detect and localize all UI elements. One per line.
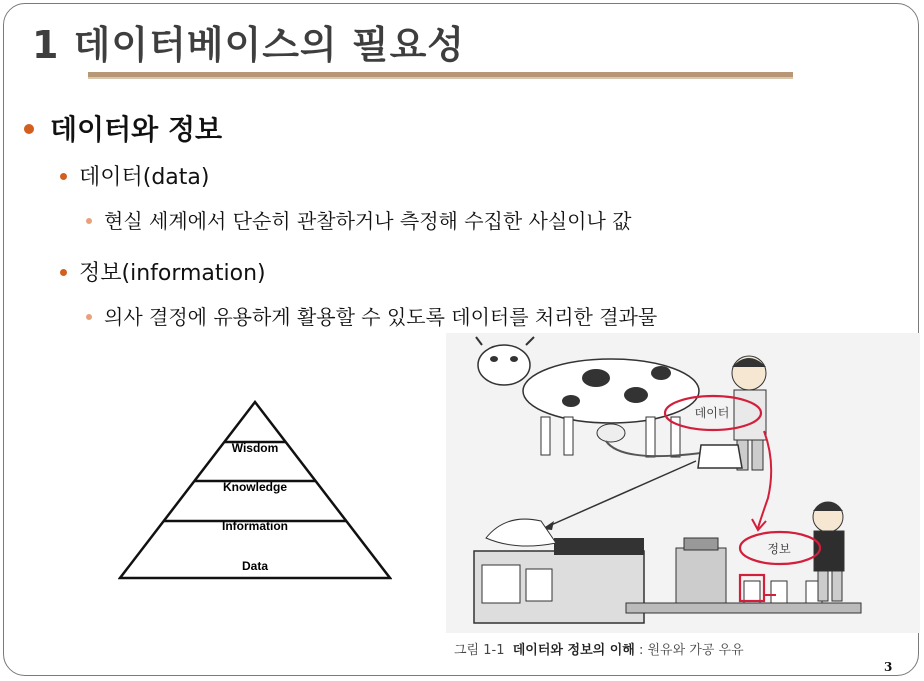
pyramid-level-wisdom: Wisdom — [231, 441, 279, 455]
info-definition-text: 의사 결정에 유용하게 활용할 수 있도록 데이터를 처리한 결과물 — [104, 305, 658, 329]
pyramid-level-data: Data — [241, 559, 269, 573]
bullet-level1-text: 데이터와 정보 — [50, 113, 223, 146]
milk-jug-image — [698, 445, 742, 468]
slide-title: 1 데이터베이스의 필요성 — [32, 23, 465, 67]
dikw-pyramid — [118, 400, 392, 582]
child-image — [813, 502, 844, 601]
bullet-info-heading — [60, 256, 266, 287]
bullet-dot-icon — [86, 218, 92, 224]
bullet-level1 — [24, 108, 222, 148]
data-definition-text: 현실 세계에서 단순히 관찰하거나 측정해 수집한 사실이나 값 — [104, 209, 632, 233]
bullet-data-heading — [60, 160, 209, 191]
pyramid-level-knowledge: Knowledge — [222, 480, 288, 494]
data-heading-text: 데이터(data) — [79, 165, 210, 190]
info-heading-text: 정보(information) — [79, 261, 266, 286]
bullet-dot-icon — [60, 173, 67, 180]
data-annotation-label: 데이터 — [694, 406, 730, 420]
info-annotation-label: 정보 — [767, 542, 791, 556]
title-underline — [88, 72, 793, 77]
bullet-dot-icon — [24, 124, 34, 134]
caption-prefix: 그림 1-1 — [454, 643, 505, 658]
bullet-dot-icon — [86, 314, 92, 320]
figure-caption — [454, 639, 744, 658]
caption-title: 데이터와 정보의 이해 — [512, 643, 635, 658]
pyramid-level-information: Information — [222, 519, 288, 533]
bullet-data-definition — [86, 205, 632, 234]
caption-rest: : 원유와 가공 우유 — [634, 643, 744, 658]
milk-illustration — [446, 333, 920, 653]
bullet-dot-icon — [60, 269, 67, 276]
page-number: 3 — [884, 660, 893, 674]
bullet-info-definition — [86, 301, 657, 330]
